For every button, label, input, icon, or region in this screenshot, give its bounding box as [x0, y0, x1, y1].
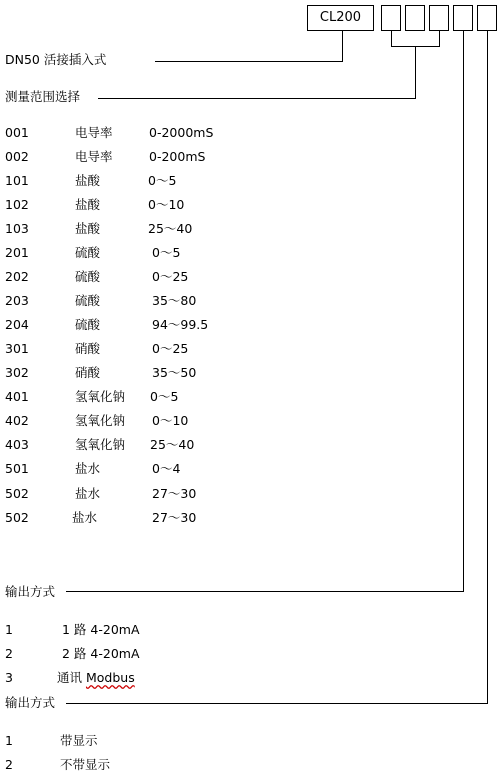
row-code: 001	[5, 125, 29, 140]
row-code: 204	[5, 317, 29, 332]
row-range: 0～25	[152, 269, 189, 284]
row-code: 301	[5, 341, 29, 356]
row-code: 501	[5, 461, 29, 476]
row-medium: 氢氧化钠	[75, 413, 126, 428]
row-code: 203	[5, 293, 29, 308]
row-range: 27～30	[152, 486, 197, 501]
row-range: 0～5	[150, 389, 179, 404]
row-range: 27～30	[152, 510, 197, 525]
row-code: 201	[5, 245, 29, 260]
row-medium: 电导率	[75, 125, 113, 140]
option-code: 2	[5, 757, 13, 772]
row-range: 25～40	[148, 221, 193, 236]
code-box-2	[405, 5, 425, 31]
row-medium: 盐酸	[75, 197, 101, 212]
code-box-4	[453, 5, 473, 31]
option-code: 3	[5, 670, 13, 685]
row-medium: 硫酸	[75, 269, 101, 284]
range-section-label: 测量范围选择	[5, 89, 81, 104]
row-range: 0～5	[152, 245, 181, 260]
option-text: 1 路 4-20mA	[62, 622, 140, 637]
row-code: 202	[5, 269, 29, 284]
row-code: 502	[5, 510, 29, 525]
option-text	[57, 670, 135, 686]
row-code: 103	[5, 221, 29, 236]
row-medium: 盐水	[72, 510, 98, 525]
option-code: 2	[5, 646, 13, 661]
row-code: 102	[5, 197, 29, 212]
row-range: 94～99.5	[152, 317, 209, 332]
row-medium: 硝酸	[75, 341, 101, 356]
row-range: 35～50	[152, 365, 197, 380]
row-medium: 盐水	[75, 486, 101, 501]
row-medium: 硫酸	[75, 245, 101, 260]
row-medium: 硫酸	[75, 293, 101, 308]
code-box-1	[381, 5, 401, 31]
row-medium: 氢氧化钠	[75, 437, 126, 452]
row-medium: 氢氧化钠	[75, 389, 126, 404]
row-range: 0～5	[148, 173, 177, 188]
row-range: 0～4	[152, 461, 181, 476]
row-medium: 电导率	[75, 149, 113, 164]
row-medium: 盐酸	[75, 173, 101, 188]
row-range: 0-2000mS	[149, 125, 214, 140]
installation-label: DN50 活接插入式	[5, 52, 107, 67]
row-medium: 盐酸	[75, 221, 101, 236]
row-code: 302	[5, 365, 29, 380]
option-text-prefix: 通讯	[57, 670, 86, 685]
option-text: 带显示	[60, 733, 98, 748]
row-code: 002	[5, 149, 29, 164]
option-text: 不带显示	[60, 757, 111, 772]
row-range: 0～25	[152, 341, 189, 356]
row-code: 403	[5, 437, 29, 452]
row-range: 25～40	[150, 437, 195, 452]
row-code: 502	[5, 486, 29, 501]
row-medium: 盐水	[75, 461, 101, 476]
row-range: 35～80	[152, 293, 197, 308]
output-section-label: 输出方式	[5, 584, 56, 599]
row-code: 101	[5, 173, 29, 188]
display-section-label: 输出方式	[5, 695, 56, 710]
row-range: 0-200mS	[149, 149, 206, 164]
option-code: 1	[5, 622, 13, 637]
row-code: 401	[5, 389, 29, 404]
option-code: 1	[5, 733, 13, 748]
spellcheck-word: Modbus	[85, 670, 135, 685]
code-box-3	[429, 5, 449, 31]
row-medium: 硝酸	[75, 365, 101, 380]
option-text: 2 路 4-20mA	[62, 646, 140, 661]
row-range: 0～10	[152, 413, 189, 428]
row-range: 0～10	[148, 197, 185, 212]
model-code-box: CL200	[307, 5, 374, 31]
row-medium: 硫酸	[75, 317, 101, 332]
code-box-5	[477, 5, 497, 31]
row-code: 402	[5, 413, 29, 428]
